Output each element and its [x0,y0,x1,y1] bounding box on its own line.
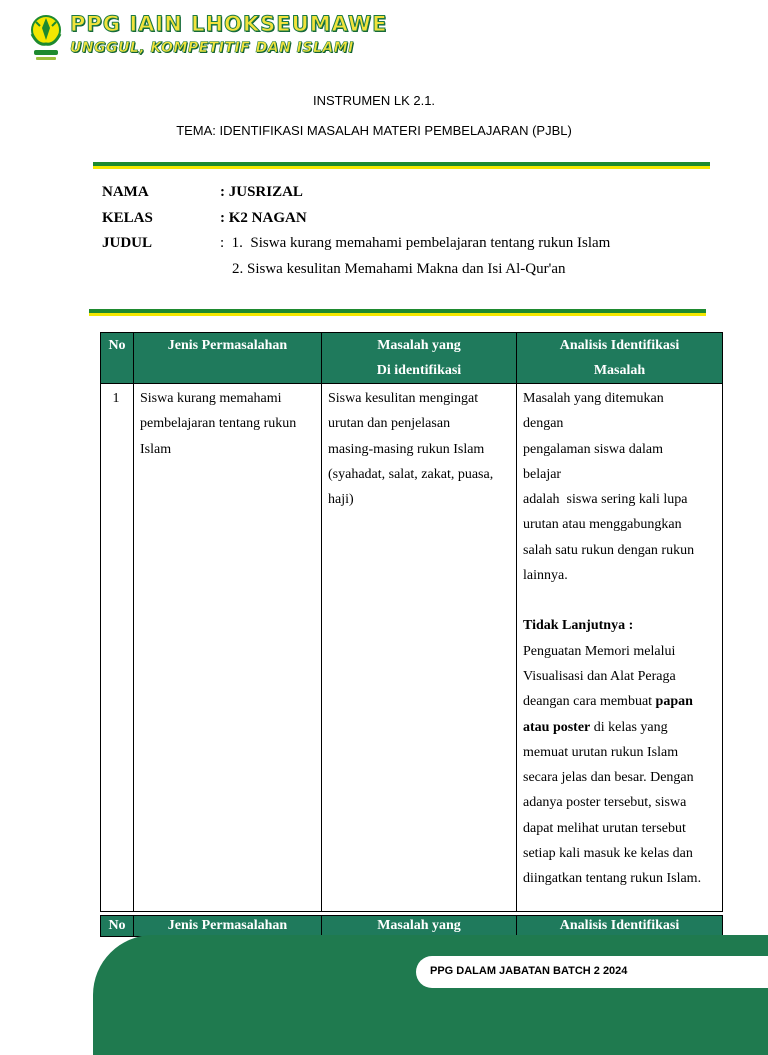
cell-analisis: Masalah yang ditemukan dengan pengalaman siswa dalam belajar adalah siswa sering kali lupa urutan atau menggabungkan salah satu rukun dengan rukun lainnya. Tidak Lanjutnya : Penguatan Memori melalui Visualisasi dan Alat Peraga deangan cara membuat papan atau poster di kelas yang memuat urutan rukun Islam secara jelas dan besar. Dengan adanya poster tersebut, siswa dapat melihat urutan tersebut setiap kali masuk ke kelas dan diingatkan tentang rukun Islam. [517,384,723,912]
nama-label: NAMA [102,184,149,200]
table-header-row [101,333,723,384]
institution-motto: UNGGUL, KOMPETITIF DAN ISLAMI [70,40,354,56]
header-no: No [101,333,134,384]
footer-text: PPG DALAM JABATAN BATCH 2 2024 [430,965,628,977]
kelas-row [102,210,307,227]
table-row [101,384,723,912]
header-jenis: Jenis Permasalahan [134,333,322,384]
kelas-value: : K2 NAGAN [220,210,307,226]
divider-bottom [89,309,706,316]
header-analisis: Analisis Identifikasi Masalah [517,333,723,384]
divider-top [93,162,710,169]
header-jenis: Jenis Permasalahan [134,916,322,937]
institution-name: PPG IAIN LHOKSEUMAWE [70,12,388,36]
header-no: No [101,916,134,937]
footer-band [93,935,768,1055]
nama-row [102,184,303,201]
tindak-lanjut-title: Tidak Lanjutnya : [523,618,634,634]
nama-value: : JUSRIZAL [220,184,303,200]
header-masalah: Masalah yang Di identifikasi [322,333,517,384]
judul-row [102,235,610,252]
header-masalah: Masalah yang [322,916,517,937]
cell-masalah: Siswa kesulitan mengingat urutan dan penjelasan masing-masing rukun Islam (syahadat, salat, zakat, puasa, haji) [322,384,517,912]
judul-value-2: 2. Siswa kesulitan Memahami Makna dan Isi Al-Qur'an [232,261,566,277]
judul-label: JUDUL [102,235,153,251]
iain-logo-icon [24,10,68,66]
cell-jenis: Siswa kurang memahami pembelajaran tentang rukun Islam [134,384,322,912]
problem-table [100,332,723,912]
document-theme: TEMA: IDENTIFIKASI MASALAH MATERI PEMBELAJARAN (PJBL) [176,123,572,138]
document-title: INSTRUMEN LK 2.1. [312,93,436,108]
page-header [24,10,424,66]
kelas-label: KELAS [102,210,153,226]
header-analisis: Analisis Identifikasi [517,916,723,937]
judul-value-1: : 1. Siswa kurang memahami pembelajaran tentang rukun Islam [220,235,611,251]
problem-table-continued [100,915,723,937]
cell-no: 1 [101,384,134,912]
table-header-row [101,916,723,937]
